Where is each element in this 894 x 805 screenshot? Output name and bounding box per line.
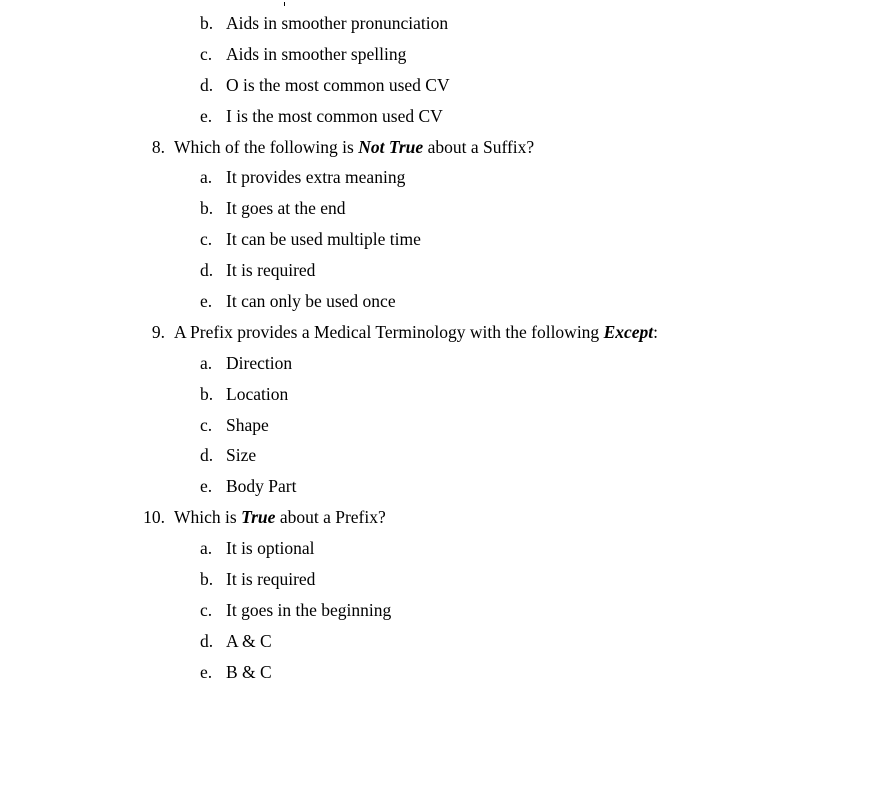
- option-letter: b.: [200, 569, 214, 590]
- answer-option: [0, 101, 894, 132]
- option-letter: d.: [200, 260, 214, 281]
- option-letter: d.: [200, 445, 214, 466]
- answer-option: [0, 533, 894, 564]
- question-text-post: :: [653, 321, 659, 342]
- option-text: B & C: [226, 661, 272, 682]
- question-text: [174, 132, 534, 163]
- option-letter: b.: [200, 13, 214, 33]
- option-letter: c.: [200, 43, 213, 64]
- answer-option: [0, 286, 894, 317]
- question: [0, 502, 894, 533]
- answer-option: [0, 348, 894, 379]
- option-text: It can be used multiple time: [226, 229, 421, 250]
- question-number: 8.: [151, 136, 165, 157]
- option-text: It goes in the beginning: [226, 599, 392, 620]
- answer-option: [0, 224, 894, 255]
- quiz-document: [0, 8, 894, 688]
- option-letter: e.: [200, 291, 213, 312]
- option-text: Direction: [226, 352, 293, 373]
- option-letter: c.: [200, 229, 213, 250]
- answer-option: [0, 39, 894, 70]
- option-text: I is the most common used CV: [226, 105, 443, 126]
- option-letter: a.: [200, 538, 213, 559]
- answer-option: [0, 8, 894, 39]
- answer-option: [0, 626, 894, 657]
- option-text: A & C: [226, 630, 272, 651]
- question-text-post: about a Suffix?: [423, 136, 535, 157]
- question: [0, 317, 894, 348]
- option-text: It can only be used once: [226, 291, 396, 312]
- question-text-pre: Which is: [174, 507, 242, 528]
- answer-option: [0, 193, 894, 224]
- question-emphasis: Not True: [358, 136, 424, 157]
- option-letter: d.: [200, 630, 214, 651]
- question-text: [174, 502, 386, 533]
- option-letter: e.: [200, 661, 213, 682]
- question-emphasis: Except: [603, 321, 654, 342]
- question-text-post: about a Prefix?: [275, 507, 386, 528]
- option-letter: e.: [200, 105, 213, 126]
- option-text: Shape: [226, 414, 269, 435]
- answer-option: [0, 70, 894, 101]
- question-number: 10.: [143, 507, 165, 528]
- answer-option: [0, 471, 894, 502]
- option-letter: a.: [200, 352, 213, 373]
- option-letter: b.: [200, 198, 214, 219]
- question-emphasis: True: [241, 507, 276, 528]
- answer-option: [0, 595, 894, 626]
- option-text: Location: [226, 383, 289, 404]
- option-text: It is required: [226, 569, 316, 590]
- option-letter: c.: [200, 599, 213, 620]
- question-text-pre: A Prefix provides a Medical Terminology with the following: [174, 321, 604, 342]
- option-text: O is the most common used CV: [226, 74, 450, 95]
- answer-option: [0, 440, 894, 471]
- question-number: 9.: [151, 321, 165, 342]
- option-text: Size: [226, 445, 257, 466]
- question: [0, 132, 894, 163]
- option-text: It goes at the end: [226, 198, 346, 219]
- question-text-pre: Which of the following is: [174, 136, 359, 157]
- option-text: It is optional: [226, 538, 315, 559]
- option-letter: d.: [200, 74, 214, 95]
- option-text: Body Part: [226, 476, 297, 497]
- answer-option: [0, 162, 894, 193]
- answer-option: [0, 657, 894, 688]
- answer-option: [0, 564, 894, 595]
- option-text: Aids in smoother pronunciation: [226, 13, 449, 33]
- option-text: It is required: [226, 260, 316, 281]
- answer-option: [0, 410, 894, 441]
- option-text: Aids in smoother spelling: [226, 43, 407, 64]
- answer-option: [0, 255, 894, 286]
- option-letter: a.: [200, 167, 213, 188]
- option-letter: b.: [200, 383, 214, 404]
- option-letter: e.: [200, 476, 213, 497]
- option-letter: c.: [200, 414, 213, 435]
- option-text: It provides extra meaning: [226, 167, 406, 188]
- cut-off-text-fragment: [284, 2, 285, 6]
- answer-option: [0, 379, 894, 410]
- question-text: [174, 317, 658, 348]
